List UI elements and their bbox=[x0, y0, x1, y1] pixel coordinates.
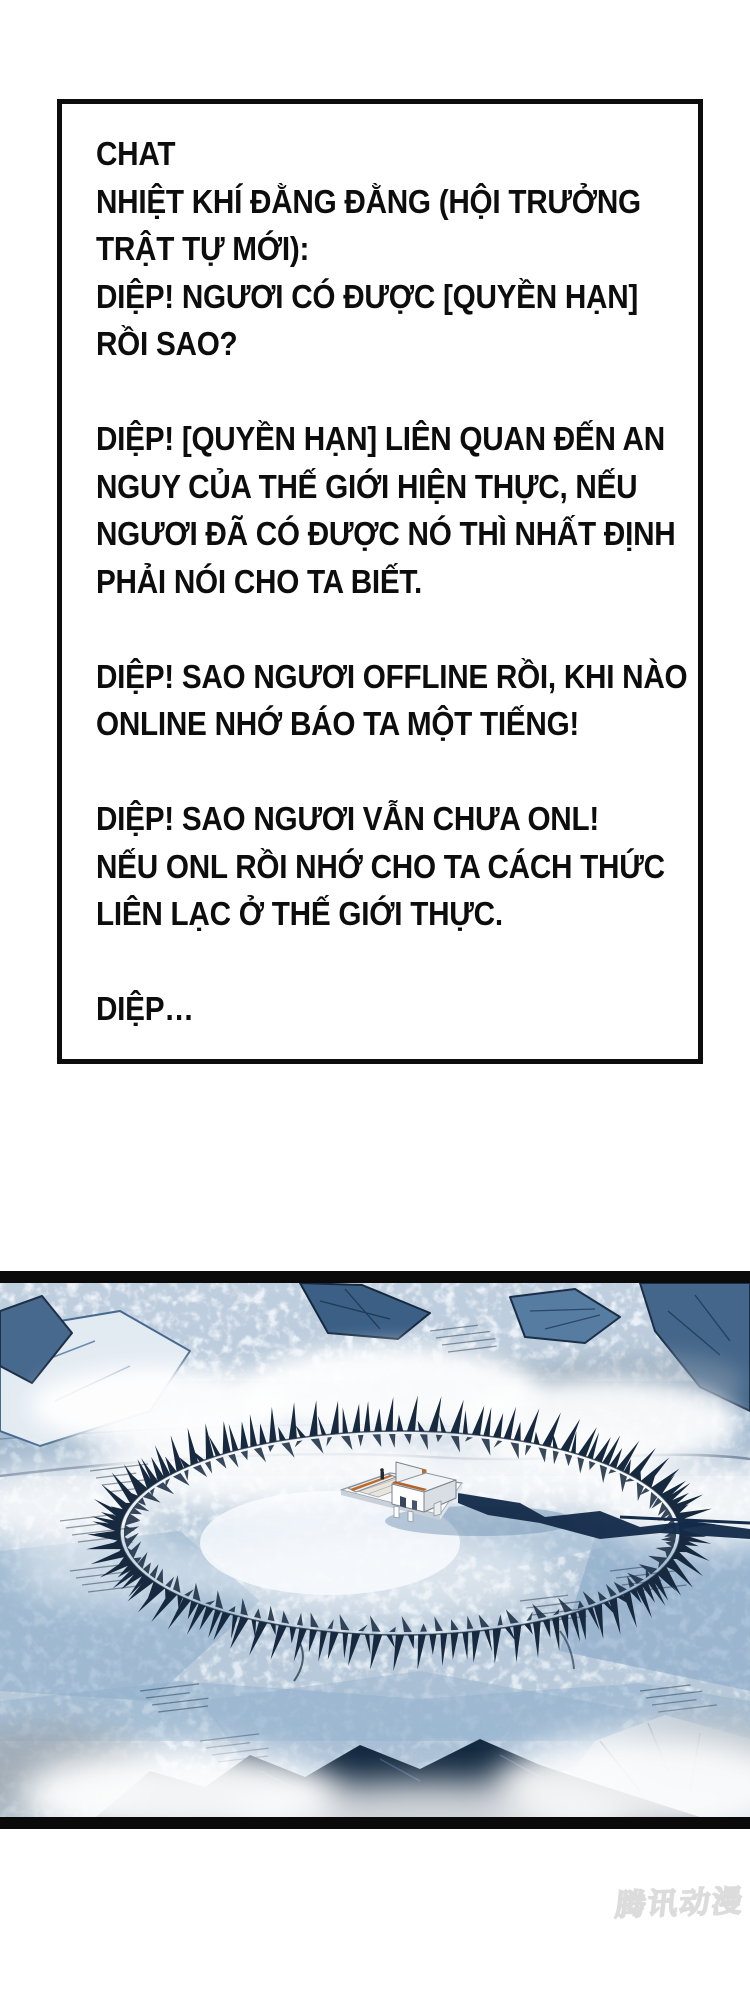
chat-line-6: DIỆP! [QUYỀN HẠN] LIÊN QUAN ĐẾN AN bbox=[96, 420, 665, 457]
chat-line-12: ONLINE NHỚ BÁO TA MỘT TIẾNG! bbox=[96, 705, 580, 742]
chat-line-13 bbox=[96, 748, 623, 796]
chat-line-7: NGUY CỦA THẾ GIỚI HIỆN THỰC, NẾU bbox=[96, 467, 638, 505]
chat-line-9: PHẢI NÓI CHO TA BIẾT. bbox=[96, 562, 422, 600]
publisher-watermark: 腾讯动漫 bbox=[613, 1883, 746, 1924]
chat-line-5 bbox=[96, 368, 623, 416]
chat-line-18: DIỆP… bbox=[96, 990, 194, 1027]
chat-line-17 bbox=[96, 938, 623, 986]
chat-line-8: NGƯƠI ĐÃ CÓ ĐƯỢC NÓ THÌ NHẤT ĐỊNH bbox=[96, 515, 676, 552]
chat-lines bbox=[96, 130, 688, 1033]
chat-line-3: DIỆP! NGƯƠI CÓ ĐƯỢC [QUYỀN HẠN] bbox=[96, 277, 639, 315]
chat-line-16: LIÊN LẠC Ở THẾ GIỚI THỰC. bbox=[96, 895, 503, 932]
panel-illustration bbox=[0, 1271, 750, 1829]
chat-line-15: NẾU ONL RỒI NHỚ CHO TA CÁCH THỨC bbox=[96, 847, 665, 885]
chat-line-2: TRẬT TỰ MỚI): bbox=[96, 230, 310, 267]
chat-line-11: DIỆP! SAO NGƯƠI OFFLINE RỒI, KHI NÀO bbox=[96, 657, 688, 695]
chat-line-14: DIỆP! SAO NGƯƠI VẪN CHƯA ONL! bbox=[96, 800, 599, 837]
chat-line-1: NHIỆT KHÍ ĐẰNG ĐẰNG (HỘI TRƯỞNG bbox=[96, 182, 641, 220]
ice-world-scene bbox=[0, 1271, 750, 1829]
chat-panel bbox=[57, 99, 703, 1064]
chat-line-4: RỒI SAO? bbox=[96, 325, 238, 362]
chat-line-10 bbox=[96, 605, 623, 653]
chat-line-0: CHAT bbox=[96, 135, 176, 172]
